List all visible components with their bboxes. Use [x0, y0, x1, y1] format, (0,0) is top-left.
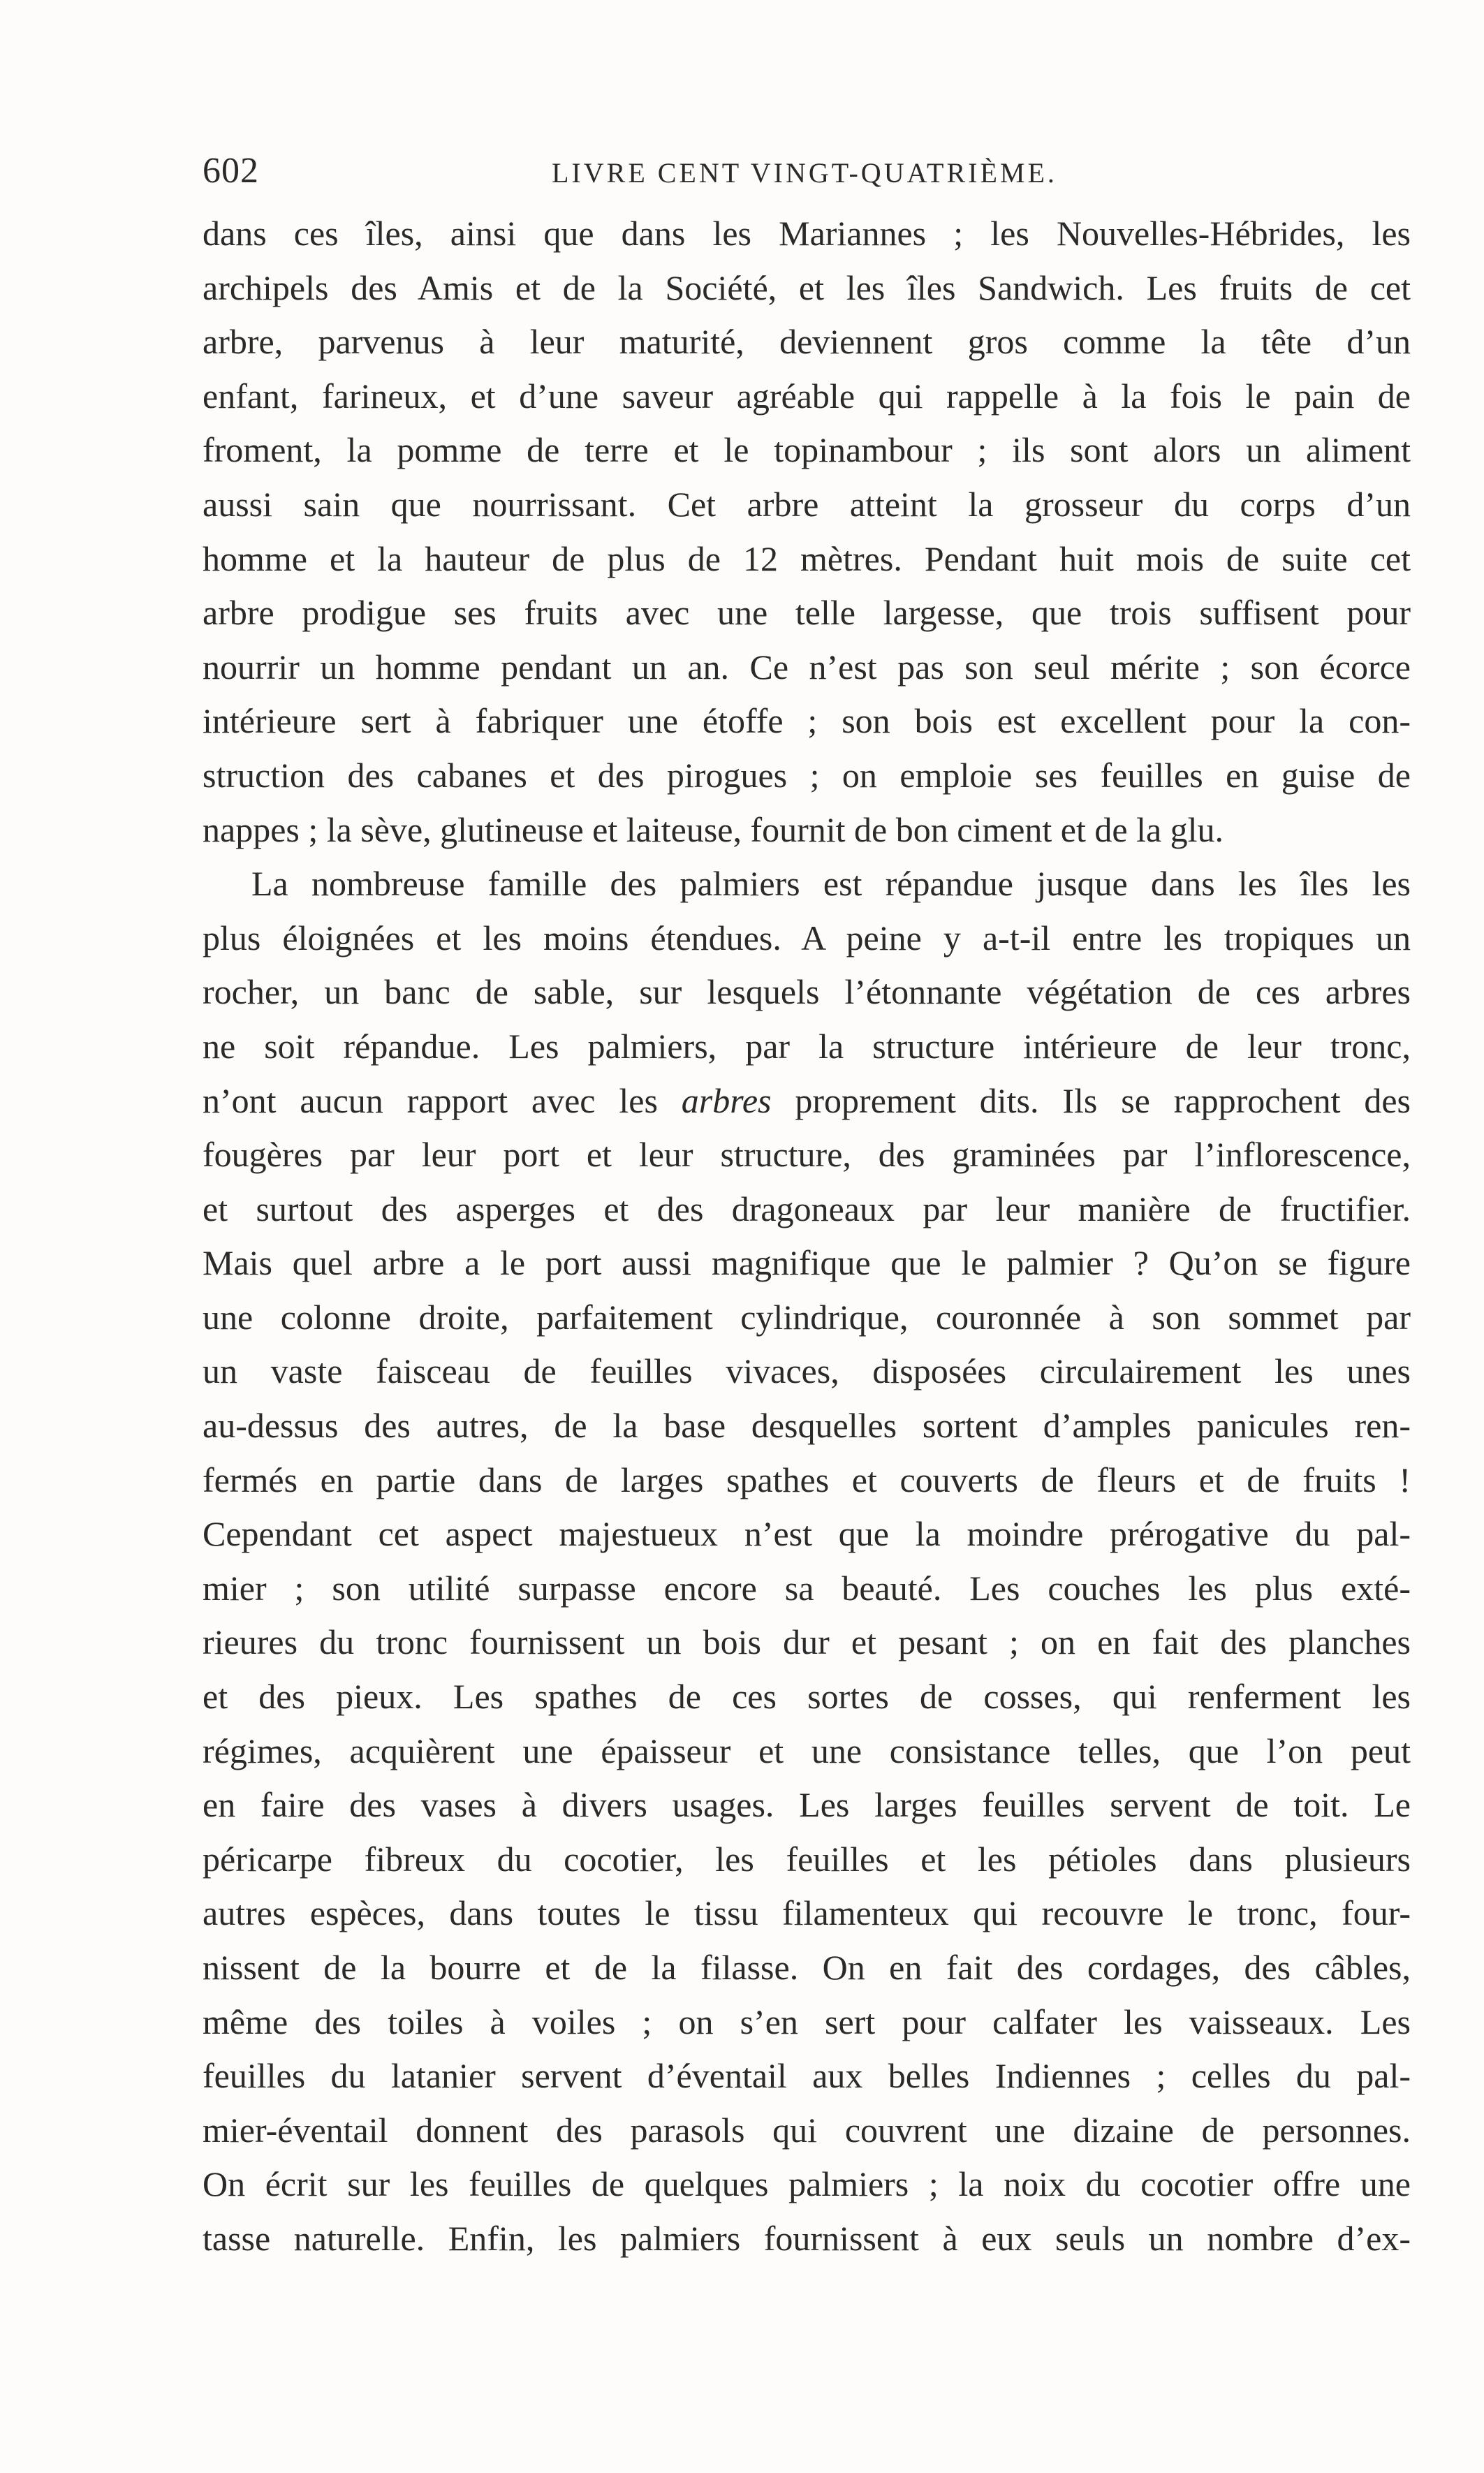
text-segment: proprement dits. Ils se rapprochent des	[795, 1080, 1411, 1120]
text-line: et des pieux. Les spathes de ces sortes de cosses, qui renferment les	[203, 1677, 1411, 1717]
text-line: autres espèces, dans toutes le tissu filamenteux qui recouvre le tronc, four-	[203, 1893, 1411, 1933]
text-line: struction des cabanes et des pirogues ; on emploie ses feuilles en guise de	[203, 755, 1411, 795]
text-line: en faire des vases à divers usages. Les larges feuilles servent de toit. Le	[203, 1785, 1411, 1825]
text-line: homme et la hauteur de plus de 12 mètres. Pendant huit mois de suite cet	[203, 538, 1411, 578]
page-header	[203, 147, 1411, 196]
text-line: rieures du tronc fournissent un bois dur et pesant ; on en fait des planches	[203, 1622, 1411, 1662]
text-line: Cependant cet aspect majestueux n’est que la moindre prérogative du pal-	[203, 1514, 1411, 1554]
text-line: dans ces îles, ainsi que dans les Mariannes ; les Nouvelles-Hébrides, les	[203, 214, 1411, 253]
text-line: rocher, un banc de sable, sur lesquels l’étonnante végétation de ces arbres	[203, 972, 1411, 1012]
text-line: La nombreuse famille des palmiers est répandue jusque dans les îles les	[251, 864, 1411, 904]
text-line: On écrit sur les feuilles de quelques palmiers ; la noix du cocotier offre une	[203, 2164, 1411, 2204]
text-line: ne soit répandue. Les palmiers, par la structure intérieure de leur tronc,	[203, 1026, 1411, 1066]
text-line: arbre, parvenus à leur maturité, deviennent gros comme la tête d’un	[203, 322, 1411, 362]
text-line: nissent de la bourre et de la filasse. On en fait des cordages, des câbles,	[203, 1948, 1411, 1987]
text-line: fermés en partie dans de larges spathes et couverts de fleurs et de fruits !	[203, 1460, 1411, 1499]
text-line: arbre prodigue ses fruits avec une telle largesse, que trois suffisent pour	[203, 593, 1411, 633]
text-line	[203, 1074, 1411, 1129]
text-line: péricarpe fibreux du cocotier, les feuilles et les pétioles dans plusieurs	[203, 1839, 1411, 1879]
body-text	[203, 207, 1411, 2266]
text-line: Mais quel arbre a le port aussi magnifique que le palmier ? Qu’on se figure	[203, 1243, 1411, 1283]
text-line: une colonne droite, parfaitement cylindrique, couronnée à son sommet par	[203, 1297, 1411, 1337]
text-line: et surtout des asperges et des dragoneaux par leur manière de fructifier.	[203, 1189, 1411, 1228]
text-line: plus éloignées et les moins étendues. A peine y a-t-il entre les tropiques un	[203, 918, 1411, 957]
text-line: enfant, farineux, et d’une saveur agréable qui rappelle à la fois le pain de	[203, 376, 1411, 416]
text-line: même des toiles à voiles ; on s’en sert pour calfater les vaisseaux. Les	[203, 2002, 1411, 2041]
text-line: un vaste faisceau de feuilles vivaces, disposées circulairement les unes	[203, 1351, 1411, 1391]
text-line: au-dessus des autres, de la base desquelles sortent d’amples panicules ren-	[203, 1406, 1411, 1446]
text-line: froment, la pomme de terre et le topinambour ; ils sont alors un aliment	[203, 430, 1411, 470]
text-line: nappes ; la sève, glutineuse et laiteuse, fournit de bon ciment et de la glu.	[203, 809, 1224, 849]
running-title: LIVRE CENT VINGT-QUATRIÈME.	[552, 157, 1057, 189]
text-line: mier-éventail donnent des parasols qui couvrent une dizaine de personnes.	[203, 2110, 1411, 2150]
text-segment: n’ont aucun rapport avec les	[203, 1080, 658, 1120]
text-line: fougères par leur port et leur structure, des graminées par l’inflorescence,	[203, 1135, 1411, 1175]
text-line: intérieure sert à fabriquer une étoffe ; son bois est excellent pour la con-	[203, 701, 1411, 741]
italic-term: arbres	[681, 1080, 772, 1120]
text-line: aussi sain que nourrissant. Cet arbre atteint la grosseur du corps d’un	[203, 484, 1411, 524]
text-line: tasse naturelle. Enfin, les palmiers fournissent à eux seuls un nombre d’ex-	[203, 2218, 1411, 2258]
page-number: 602	[203, 151, 259, 191]
text-line: mier ; son utilité surpasse encore sa beauté. Les couches les plus exté-	[203, 1568, 1411, 1608]
text-line: feuilles du latanier servent d’éventail aux belles Indiennes ; celles du pal-	[203, 2056, 1411, 2096]
text-line: régimes, acquièrent une épaisseur et une consistance telles, que l’on peut	[203, 1731, 1411, 1770]
text-line: archipels des Amis et de la Société, et les îles Sandwich. Les fruits de cet	[203, 267, 1411, 307]
text-line: nourrir un homme pendant un an. Ce n’est pas son seul mérite ; son écorce	[203, 647, 1411, 687]
